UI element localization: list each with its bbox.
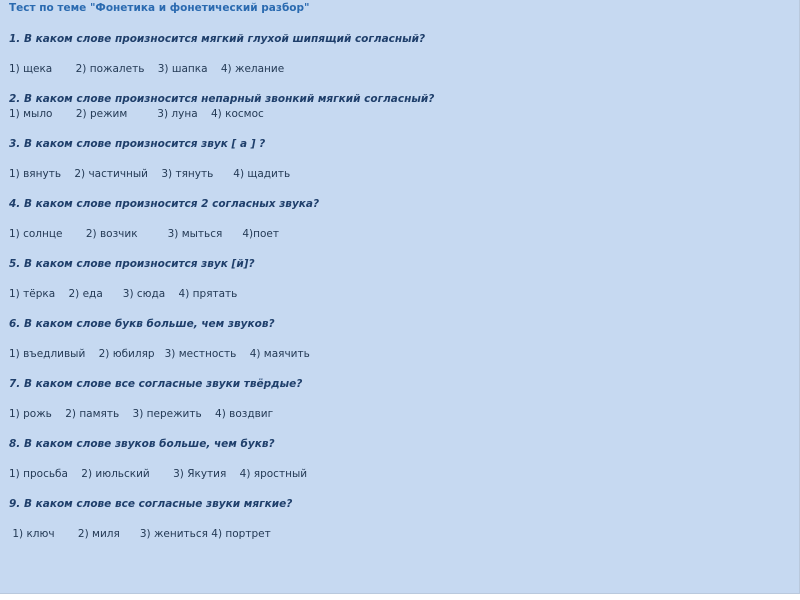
question-1: 1. В каком слове произносится мягкий глухой шипящий согласный?	[9, 33, 426, 45]
answers-1: 1) щека 2) пожалеть 3) шапка 4) желание	[9, 63, 285, 75]
answers-9: 1) ключ 2) миля 3) жениться 4) портрет	[9, 528, 271, 540]
test-title: Тест по теме "Фонетика и фонетический разбор"	[9, 2, 310, 14]
question-8: 8. В каком слове звуков больше, чем букв?	[9, 438, 275, 450]
answers-8: 1) просьба 2) июльский 3) Якутия 4) яростный	[9, 468, 308, 480]
answers-3: 1) вянуть 2) частичный 3) тянуть 4) щадить	[9, 168, 291, 180]
question-3: 3. В каком слове произносится звук [ а ] ?	[9, 138, 266, 150]
answers-4: 1) солнце 2) возчик 3) мыться 4)поет	[9, 228, 279, 240]
question-2: 2. В каком слове произносится непарный звонкий мягкий согласный?	[9, 93, 435, 105]
question-4: 4. В каком слове произносится 2 согласных звука?	[9, 198, 320, 210]
question-6: 6. В каком слове букв больше, чем звуков?	[9, 318, 275, 330]
answers-5: 1) тёрка 2) еда 3) сюда 4) прятать	[9, 288, 238, 300]
answers-7: 1) рожь 2) память 3) пережить 4) воздвиг	[9, 408, 274, 420]
question-7: 7. В каком слове все согласные звуки твёрдые?	[9, 378, 303, 390]
question-9: 9. В каком слове все согласные звуки мягкие?	[9, 498, 293, 510]
answers-2: 1) мыло 2) режим 3) луна 4) космос	[9, 108, 264, 120]
question-5: 5. В каком слове произносится звук [й]?	[9, 258, 255, 270]
answers-6: 1) въедливый 2) юбиляр 3) местность 4) маячить	[9, 348, 310, 360]
